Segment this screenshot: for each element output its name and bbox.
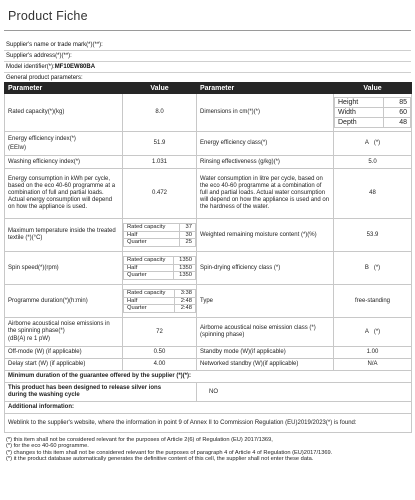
guarantee-label: Minimum duration of the guarantee offered by the supplier (*)(*): bbox=[5, 371, 412, 383]
dimensions-label: Dimensions in cm(*)(*) bbox=[197, 94, 334, 132]
eei-label-cell bbox=[5, 132, 123, 156]
width-label: Width bbox=[335, 108, 384, 118]
standby-value: 1.00 bbox=[334, 347, 412, 359]
delay-start-label: Delay start (W) (if applicable) bbox=[5, 359, 123, 371]
energy-consumption-value: 0.472 bbox=[123, 169, 197, 219]
table-row bbox=[5, 359, 412, 371]
eec-value-cell bbox=[334, 132, 412, 156]
duration-half-label: Half bbox=[124, 297, 175, 305]
duration-rated-label: Rated capacity bbox=[124, 290, 175, 298]
max-temp-subtable bbox=[123, 223, 196, 247]
energy-consumption-label: Energy consumption in kWh per cycle, based on the eco 40-60 programme at a combination of full and partial loads. Actual energy consumption will depend on how the appliance is used. bbox=[5, 169, 123, 219]
max-temp-cell bbox=[123, 219, 197, 252]
general-parameters-line: General product parameters: bbox=[6, 75, 83, 81]
footnote: (*) it the product database automatically generates the definitive content of this cell, the supplier shall not enter these data. bbox=[6, 455, 314, 462]
additional-info-label: Additional information: bbox=[5, 402, 412, 414]
duration-cell bbox=[123, 285, 197, 318]
noise-label-cell bbox=[5, 318, 123, 347]
spin-speed-subtable bbox=[123, 256, 196, 280]
max-temp-rated-label: Rated capacity bbox=[124, 224, 180, 232]
eec-value: A bbox=[364, 140, 369, 146]
table-row bbox=[5, 318, 412, 347]
table-row bbox=[5, 156, 412, 169]
width-value: 60 bbox=[384, 108, 411, 118]
max-temp-label: Maximum temperature inside the treated textile (*)(°C) bbox=[5, 219, 123, 252]
eei-sublabel: (EEIw) bbox=[8, 144, 26, 151]
rated-capacity-label: Rated capacity(*)(kg) bbox=[5, 94, 123, 132]
noise-sublabel: (dB(A) re 1 pW) bbox=[8, 336, 51, 342]
max-temp-half-value: 30 bbox=[179, 231, 195, 239]
spin-speed-rated-value: 1350 bbox=[174, 257, 196, 265]
duration-quarter-label: Quarter bbox=[124, 305, 175, 313]
table-row bbox=[5, 402, 412, 414]
table-row bbox=[5, 347, 412, 359]
type-value: free-standing bbox=[334, 285, 412, 318]
spin-class-value-cell bbox=[334, 252, 412, 285]
moisture-value: 53.9 bbox=[334, 219, 412, 252]
spin-speed-rated-label: Rated capacity bbox=[124, 257, 174, 265]
noise-value: 72 bbox=[123, 318, 197, 347]
title-divider bbox=[4, 30, 411, 31]
off-mode-label: Off-mode (W) (if applicable) bbox=[5, 347, 123, 359]
model-identifier-line bbox=[6, 63, 95, 71]
spin-speed-half-label: Half bbox=[124, 264, 174, 272]
silver-ions-label: This product has been designed to release silver ions during the washing cycle bbox=[5, 383, 197, 402]
rinsing-value: 5.0 bbox=[334, 156, 412, 169]
max-temp-half-label: Half bbox=[124, 231, 180, 239]
rated-capacity-value: 8.0 bbox=[123, 94, 197, 132]
spin-speed-label: Spin speed(*)(rpm) bbox=[5, 252, 123, 285]
eec-mark: (*) bbox=[373, 140, 381, 146]
max-temp-quarter-label: Quarter bbox=[124, 239, 180, 247]
header-divider bbox=[4, 50, 411, 51]
silver-ions-value: NO bbox=[197, 383, 412, 402]
type-label: Type bbox=[197, 285, 334, 318]
duration-label: Programme duration(*)(h:min) bbox=[5, 285, 123, 318]
wei-label: Washing efficiency index(*) bbox=[5, 156, 123, 169]
footnote: (*) this item shall not be considered relevant for the purposes of Article 2(6) of Regulation (EU) 2017/1369, bbox=[6, 437, 273, 443]
spin-speed-half-value: 1350 bbox=[174, 264, 196, 272]
eec-label: Energy efficiency class(*) bbox=[197, 132, 334, 156]
column-header-parameter: Parameter bbox=[197, 83, 334, 94]
header-divider bbox=[4, 61, 411, 62]
noise-class-value-cell bbox=[334, 318, 412, 347]
model-label: Model identifier(*): bbox=[6, 64, 55, 70]
duration-quarter-value: 2:48 bbox=[175, 305, 196, 313]
noise-class-mark: (*) bbox=[373, 328, 381, 335]
table-row bbox=[5, 371, 412, 383]
eei-value: 51.9 bbox=[123, 132, 197, 156]
table-row bbox=[5, 132, 412, 156]
model-value: MF10EW80BA bbox=[54, 64, 96, 70]
duration-rated-value: 3:38 bbox=[175, 290, 196, 298]
networked-standby-value: N/A bbox=[334, 359, 412, 371]
noise-label: Airborne acoustical noise emissions in the spinning phase(*) bbox=[8, 321, 110, 334]
spin-class-mark: (*) bbox=[373, 264, 381, 271]
footnotes bbox=[6, 437, 408, 462]
page-title: Product Fiche bbox=[8, 9, 88, 23]
table-row bbox=[5, 414, 412, 433]
spin-speed-quarter-label: Quarter bbox=[124, 272, 174, 280]
weblink-label: Weblink to the supplier's website, where the information in point 9 of Annex II to Commission Regulation (EU)2019/2023(*) is found: bbox=[5, 414, 412, 433]
column-header-value: Value bbox=[123, 83, 197, 94]
header-divider bbox=[4, 72, 411, 73]
rinsing-label: Rinsing effectiveness (g/kg)(*) bbox=[197, 156, 334, 169]
table-header-row bbox=[5, 83, 412, 94]
table-row bbox=[5, 383, 412, 402]
spin-speed-cell bbox=[123, 252, 197, 285]
wei-value: 1.031 bbox=[123, 156, 197, 169]
dimensions-subtable bbox=[334, 97, 411, 128]
table-row bbox=[5, 94, 412, 132]
water-consumption-value: 48 bbox=[334, 169, 412, 219]
noise-class-value: A bbox=[364, 328, 369, 335]
water-consumption-label: Water consumption in litre per cycle, based on the eco 40-60 programme at a combination of full and partial loads. Actual water consumption will depend on how the appliance is used and on the hardness of the water. bbox=[197, 169, 334, 219]
table-row bbox=[5, 219, 412, 252]
spin-speed-quarter-value: 1350 bbox=[174, 272, 196, 280]
off-mode-value: 0.50 bbox=[123, 347, 197, 359]
max-temp-quarter-value: 25 bbox=[179, 239, 195, 247]
duration-half-value: 2:48 bbox=[175, 297, 196, 305]
duration-subtable bbox=[123, 289, 196, 313]
height-label: Height bbox=[335, 98, 384, 108]
table-row bbox=[5, 169, 412, 219]
spin-class-value: B bbox=[364, 264, 369, 271]
eei-label: Energy efficiency index(*) bbox=[8, 135, 76, 142]
supplier-address-line: Supplier's address(*)(**): bbox=[6, 53, 72, 59]
footnote: (*) for the eco 40-60 programme. bbox=[6, 443, 89, 450]
moisture-label: Weighted remaining moisture content (*)(%) bbox=[197, 219, 334, 252]
depth-value: 48 bbox=[384, 118, 411, 128]
standby-label: Standby mode (W)(if applicable) bbox=[197, 347, 334, 359]
parameters-table bbox=[4, 82, 412, 433]
spin-class-label: Spin-drying efficiency class (*) bbox=[197, 252, 334, 285]
delay-start-value: 4.00 bbox=[123, 359, 197, 371]
supplier-name-line: Supplier's name or trade mark(*)(**): bbox=[6, 42, 103, 48]
height-value: 85 bbox=[384, 98, 411, 108]
column-header-parameter: Parameter bbox=[5, 83, 123, 94]
column-header-value: Value bbox=[334, 83, 412, 94]
footnote: (*) changes to this item shall not be considered relevant for the purposes of paragraph 4 of Article 4 of Regulation (EU)2017/1369. bbox=[6, 449, 333, 456]
table-row bbox=[5, 252, 412, 285]
noise-class-label: Airborne acoustical noise emission class (*)(spinning phase) bbox=[197, 318, 334, 347]
max-temp-rated-value: 37 bbox=[179, 224, 195, 232]
table-row bbox=[5, 285, 412, 318]
dimensions-cell bbox=[334, 94, 412, 132]
depth-label: Depth bbox=[335, 118, 384, 128]
networked-standby-label: Networked standby (W)(if applicable) bbox=[197, 359, 334, 371]
